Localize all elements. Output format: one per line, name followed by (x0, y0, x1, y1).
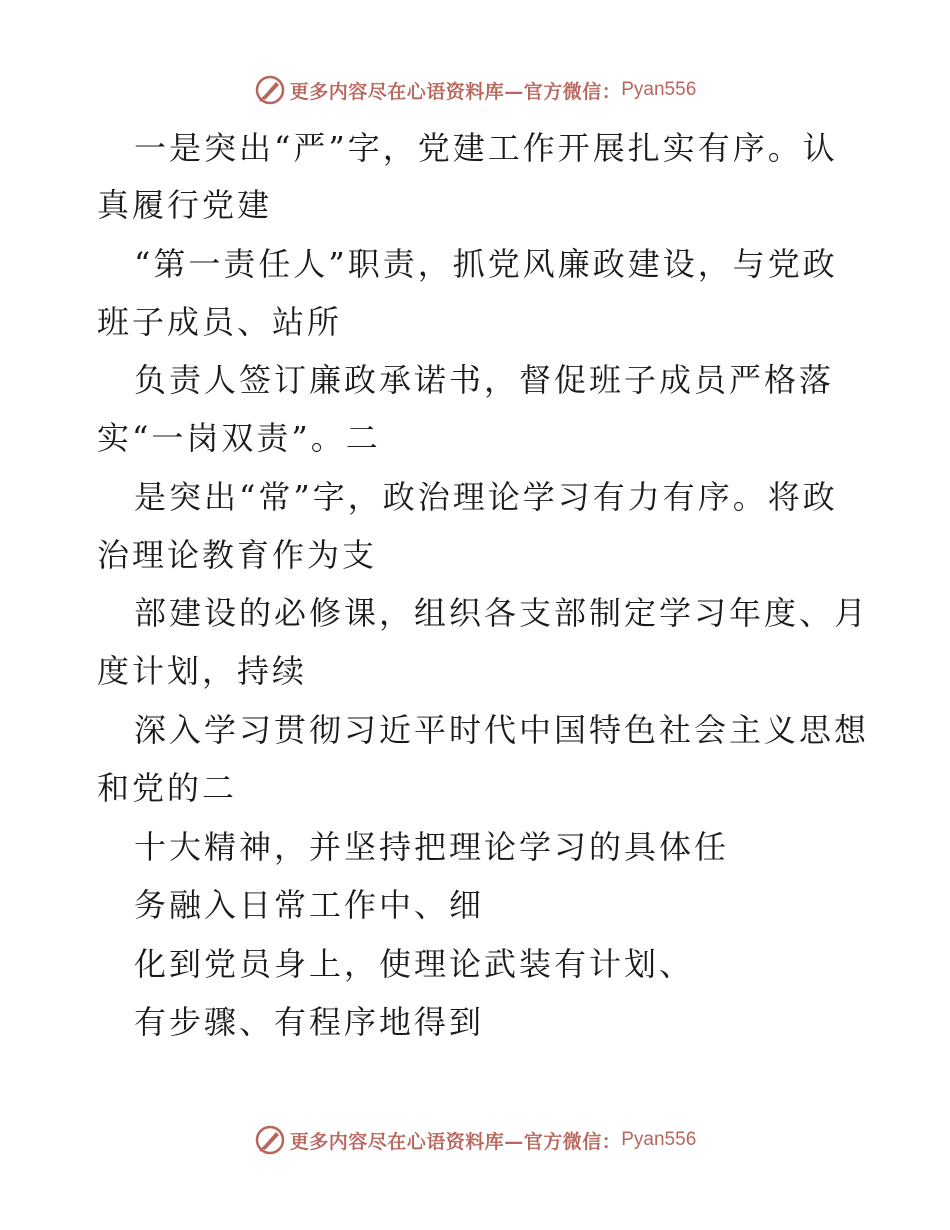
body-line: 负责人签订廉政承诺书，督促班子成员严格落 (134, 361, 835, 399)
quill-logo-icon (254, 1124, 286, 1156)
footer-banner (0, 1122, 950, 1158)
header-banner-text: 更多内容尽在心语资料库—官方微信： (289, 80, 622, 103)
body-line: 和党的二 (97, 769, 238, 807)
body-line: 深入学习贯彻习近平时代中国特色社会主义思想 (134, 711, 870, 749)
body-line: 有步骤、有程序地得到 (134, 1003, 485, 1041)
body-line: 务融入日常工作中、细 (134, 886, 485, 924)
body-line: 十大精神，并坚持把理论学习的具体任 (134, 828, 730, 866)
header-banner-id: Pyan556 (621, 79, 697, 100)
body-line: “第一责任人”职责，抓党风廉政建设，与党政 (134, 245, 838, 283)
body-line: 真履行党建 (97, 186, 273, 224)
body-line: 度计划，持续 (97, 652, 308, 690)
footer-banner-text: 更多内容尽在心语资料库—官方微信： (289, 1130, 622, 1153)
body-line: 一是突出“严”字，党建工作开展扎实有序。认 (134, 129, 838, 167)
body-line: 实“一岗双责”。二 (97, 419, 381, 457)
body-line: 是突出“常”字，政治理论学习有力有序。将政 (134, 478, 838, 516)
body-line: 化到党员身上，使理论武装有计划、 (134, 945, 695, 983)
footer-banner-id: Pyan556 (621, 1129, 697, 1150)
body-line: 班子成员、站所 (97, 303, 343, 341)
body-line: 治理论教育作为支 (97, 536, 378, 574)
body-line: 部建设的必修课，组织各支部制定学习年度、月 (134, 594, 870, 632)
